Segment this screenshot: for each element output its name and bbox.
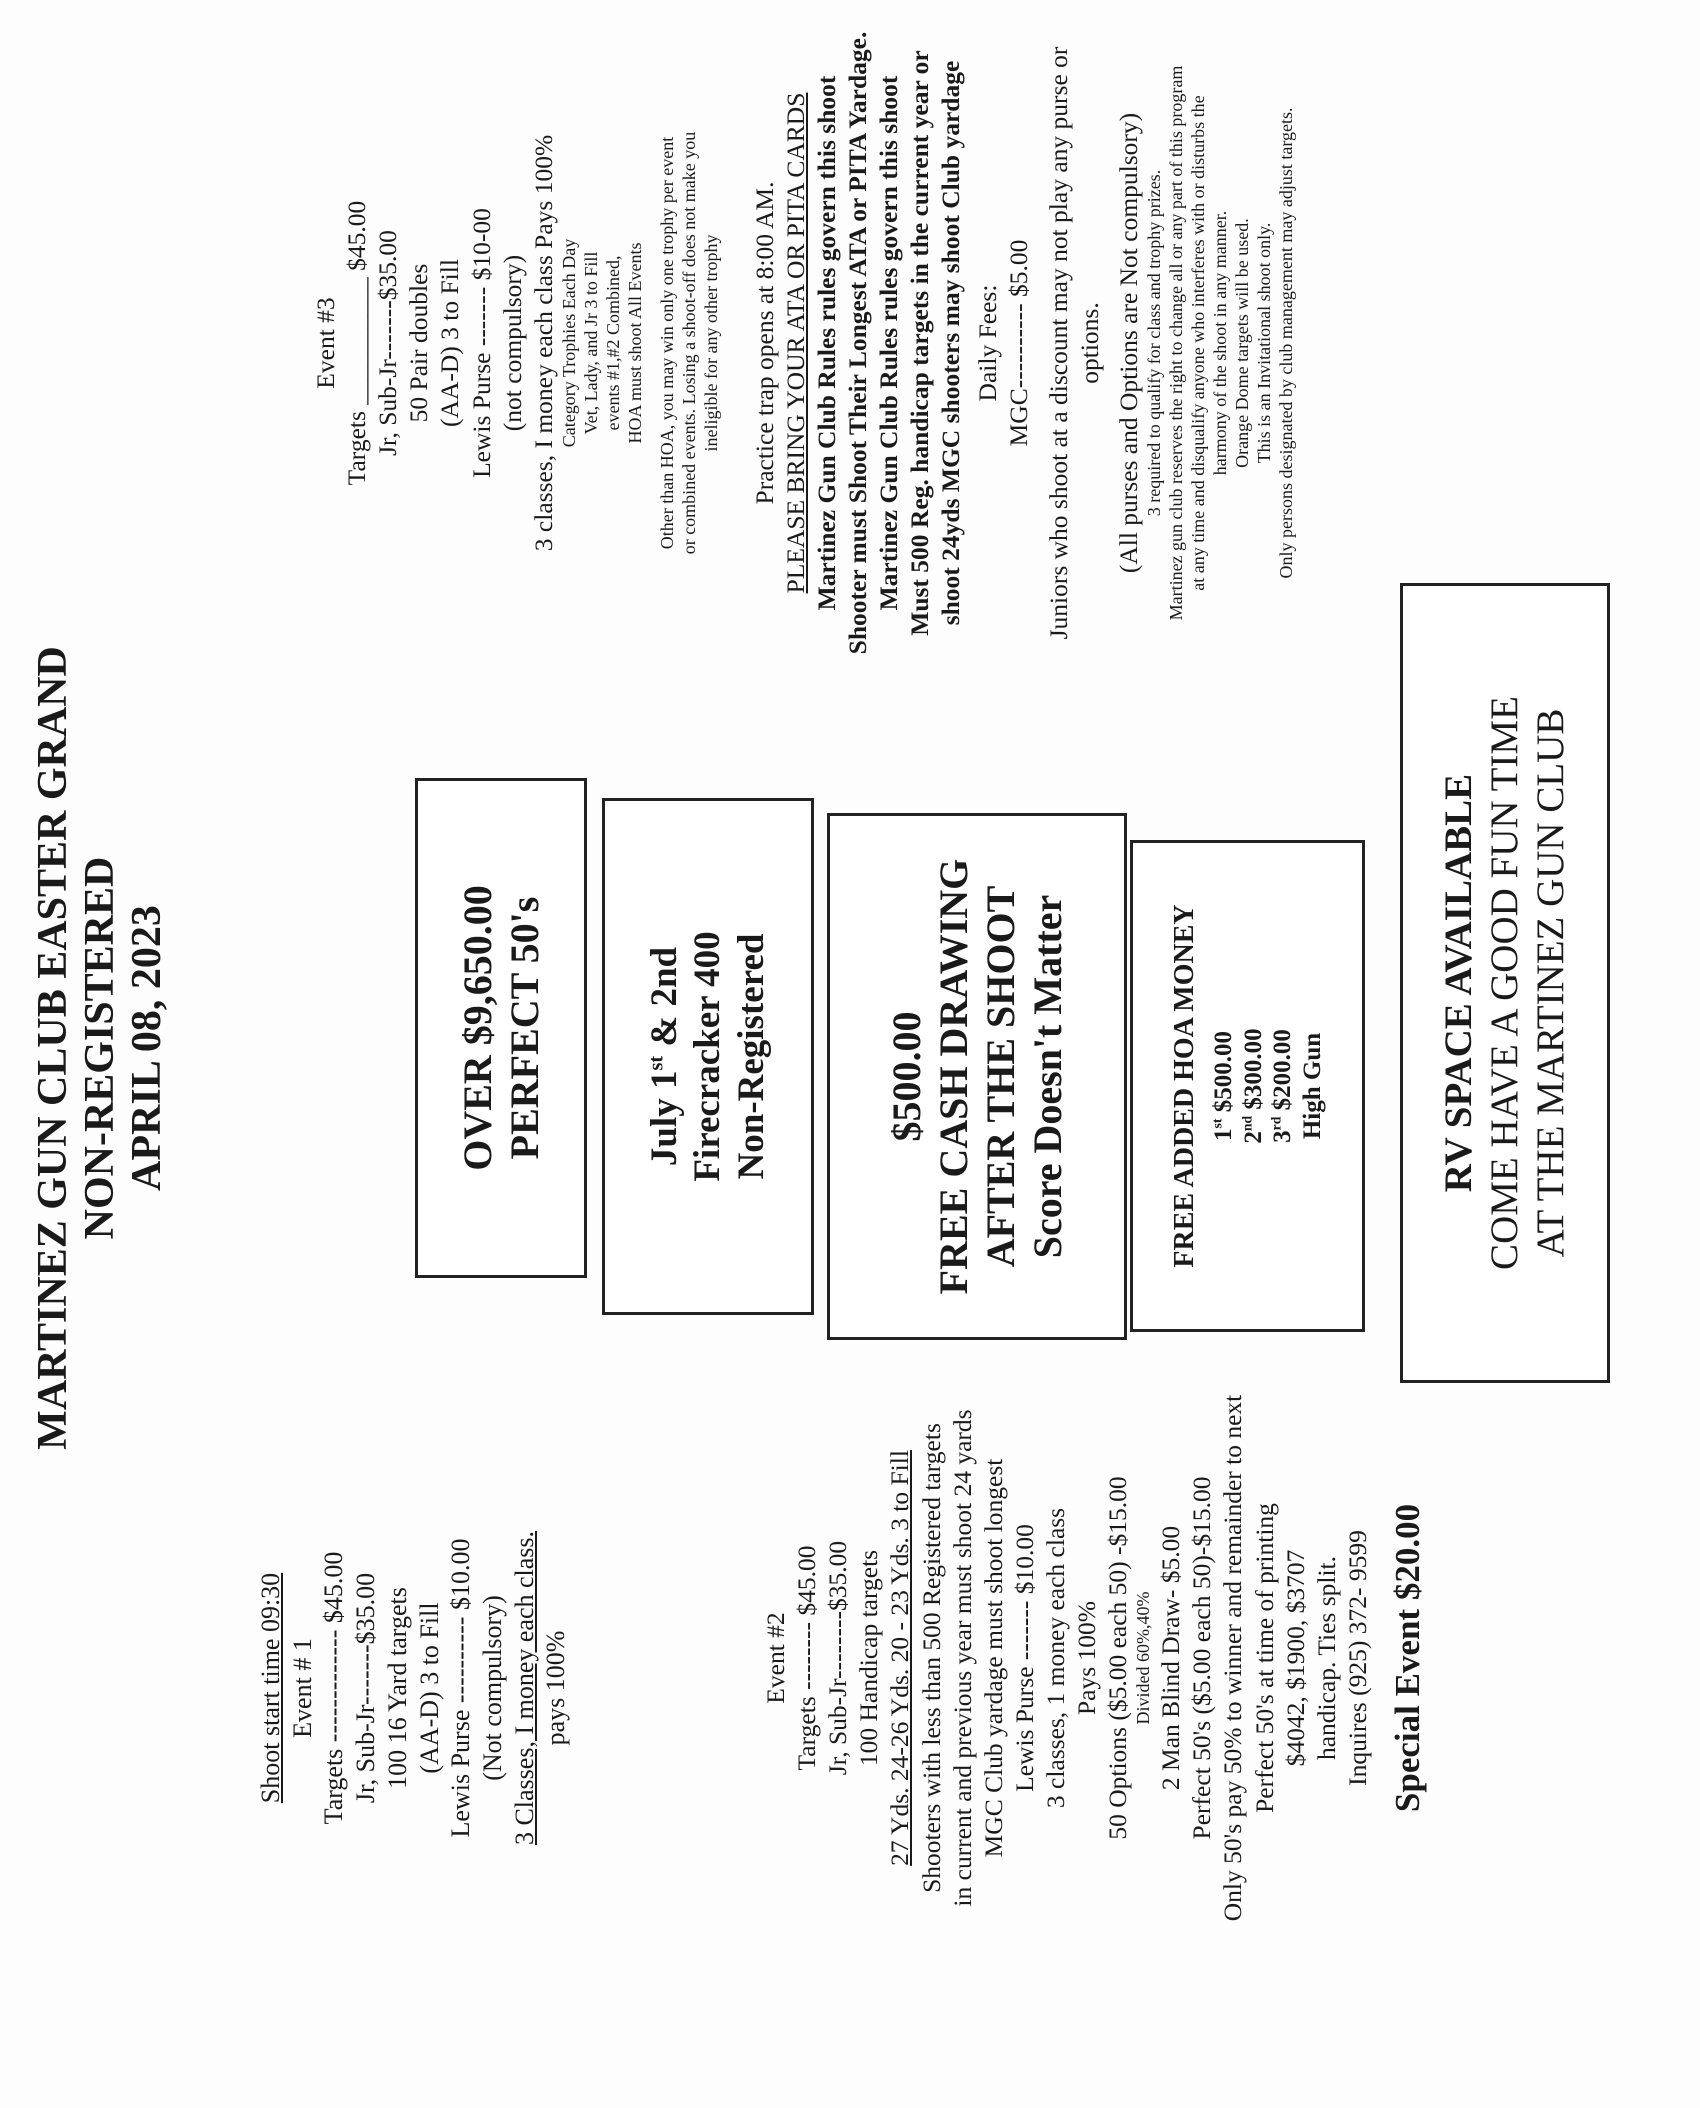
event-3-line: Jr, Sub-Jr-------$35.00 xyxy=(373,230,403,456)
hoa-prize xyxy=(1268,1029,1298,1143)
hoa-prize: High Gun xyxy=(1298,1032,1326,1140)
trophy-line: Vet, Lady, and Jr 3 to Fill xyxy=(580,251,601,435)
bring-cards: PLEASE BRING YOUR ATA OR PITA CARDS xyxy=(780,92,810,594)
event-2-line: Perfect 50's at time of printing xyxy=(1249,1503,1279,1813)
box-line: COME HAVE A GOOD FUN TIME xyxy=(1482,696,1526,1270)
box-text: $200.00 xyxy=(1269,1029,1297,1117)
trophy-note: or combined events. Losing a shoot-off does not make you xyxy=(678,131,699,555)
event-2-line: Pays 100% xyxy=(1072,1600,1102,1716)
event-2-line: Targets -------- $45.00 xyxy=(792,1545,822,1771)
flyer-title xyxy=(30,478,171,1618)
event-2-line: 50 Options ($5.00 each 50) -$15.00 xyxy=(1103,1476,1133,1840)
event-2-line: MGC Club yardage must shoot longest xyxy=(978,1458,1008,1858)
event-2-line: Inquires (925) 372- 9599 xyxy=(1342,1530,1372,1786)
box-text: & 2nd xyxy=(643,946,685,1056)
rules-line: shoot 24yds MGC shooters may shoot Club yardage xyxy=(936,60,966,626)
event-1-line: Targets ------------- $45.00 xyxy=(319,1551,349,1825)
box-line: FREE CASH DRAWING xyxy=(930,858,976,1295)
event-2-section xyxy=(760,1278,1430,2038)
event-1-section xyxy=(255,1428,572,1948)
event-2-line: Shooters with less than 500 Registered targets xyxy=(916,1423,946,1893)
title-line-3: APRIL 08, 2023 xyxy=(124,905,171,1191)
rules-line: Shooter must Shoot Their Longest ATA or PITA Yardage. xyxy=(842,31,872,655)
event-1-line: 100 16 Yard targets xyxy=(382,1587,412,1789)
cash-drawing-box xyxy=(827,813,1127,1340)
event-3-heading: Event #3 xyxy=(311,297,340,389)
juniors-note: options. xyxy=(1074,302,1104,384)
trophy-line: HOA must shoot All Events xyxy=(624,242,645,444)
box-line: OVER $9,650.00 xyxy=(454,885,500,1171)
title-line-1: MARTINEZ GUN CLUB EASTER GRAND xyxy=(30,646,76,1450)
box-line: Firecracker 400 xyxy=(687,931,729,1182)
event-3-line: (not compulsory) xyxy=(497,254,527,432)
event-2-line: 100 Handicap targets xyxy=(854,1549,884,1767)
box-line: AFTER THE SHOOT xyxy=(978,885,1023,1268)
event-3-line: Targets __________ $45.00 xyxy=(342,200,372,486)
practice-trap: Practice trap opens at 8:00 AM. xyxy=(749,181,779,505)
event-3-line: Lewis Purse ------- $10-00 xyxy=(466,208,496,478)
rules-line: Martinez Gun Club Rules rules govern this shoot xyxy=(811,75,841,611)
box-line: AT THE MARTINEZ GUN CLUB xyxy=(1529,708,1572,1258)
event-1-line: (AA-D) 3 to Fill xyxy=(414,1602,444,1774)
box-text: $300.00 xyxy=(1239,1028,1267,1116)
hoa-prize xyxy=(1239,1028,1269,1143)
hoa-prize xyxy=(1209,1031,1239,1141)
fine-print: 3 required to qualify for class and trophy prizes. xyxy=(1143,169,1164,517)
box-line: RV SPACE AVAILABLE xyxy=(1436,773,1480,1193)
event-3-line: 50 Pair doubles xyxy=(404,263,434,423)
event-2-line: Lewis Purse ------- $10.00 xyxy=(1009,1524,1039,1792)
box-line: $500.00 xyxy=(883,1011,929,1142)
trophy-line: events #1,#2 Combined, xyxy=(602,255,623,431)
fine-print: This is an Invitational shoot only. xyxy=(1253,222,1274,464)
event-2-line: handicap. Ties split. xyxy=(1311,1556,1341,1761)
rv-space-box xyxy=(1400,583,1610,1383)
event-2-heading: Event #2 xyxy=(761,1612,790,1704)
hoa-money-box xyxy=(1130,840,1365,1332)
event-2-line: Jr, Sub-Jr--------$35.00 xyxy=(823,1540,853,1776)
trophy-line: Category Trophies Each Day xyxy=(558,238,579,448)
event-2-line: in current and previous year must shoot 24 yards xyxy=(947,1409,977,1907)
event-1-classes: 3 Classes, I money each class. xyxy=(509,1530,539,1846)
trophy-note: Other than HOA, you may win only one trophy per event xyxy=(656,136,677,550)
event-2-line: $4042, $1900, $3707 xyxy=(1280,1549,1310,1767)
event-3-line: (AA-D) 3 to Fill xyxy=(435,259,465,427)
event-2-divided: Divided 60%,40% xyxy=(1133,1591,1154,1725)
box-text: 2 xyxy=(1239,1131,1267,1144)
fine-print: Martinez gun club reserves the right to change all or any part of this program xyxy=(1165,65,1186,621)
box-line: PERFECT 50's xyxy=(502,896,547,1160)
event-3-line: 3 classes, I money each class Pays 100% xyxy=(528,134,558,552)
box-sup: rd xyxy=(1268,1116,1284,1131)
event-2-yardage: 27 Yds. 24-26 Yds. 20 - 23 Yds. 3 to Fill xyxy=(885,1450,915,1866)
event-2-line: 3 classes, 1 money each class xyxy=(1040,1507,1070,1809)
event-2-line: Perfect 50's ($5.00 each 50)-$15.00 xyxy=(1187,1476,1217,1840)
box-line xyxy=(643,947,687,1166)
event-1-line: (Not compulsory) xyxy=(478,1595,508,1781)
title-line-2: NON-REGISTERED xyxy=(77,856,124,1240)
fine-print: at any time and disqualify anyone who interferes with or disturbs the xyxy=(1187,95,1208,591)
firecracker-400-box xyxy=(602,798,814,1315)
juniors-note: Juniors who shoot at a discount may not play any purse or xyxy=(1043,46,1073,640)
purses-note: (All purses and Options are Not compulsory) xyxy=(1113,112,1143,574)
fine-print: Only persons designated by club management may adjust targets. xyxy=(1275,107,1296,579)
perfect-50s-box xyxy=(415,778,587,1278)
box-line: Score Doesn't Matter xyxy=(1025,894,1071,1259)
special-event-price: Special Event $20.00 xyxy=(1388,1503,1428,1813)
event-2-line: 2 Man Blind Draw- $5.00 xyxy=(1156,1525,1186,1791)
trophy-note: ineligible for any other trophy xyxy=(700,234,721,452)
box-text: $500.00 xyxy=(1210,1031,1238,1119)
event-1-line: Jr, Sub-Jr-------$35.00 xyxy=(351,1572,381,1804)
box-text: 1 xyxy=(1210,1128,1238,1141)
box-line: Non-Registered xyxy=(730,933,772,1180)
box-sup: nd xyxy=(1239,1115,1255,1132)
box-text: July 1 xyxy=(643,1070,685,1167)
daily-fees: MGC---------- $5.00 xyxy=(1004,239,1034,447)
event-2-line: Only 50's pay 50% to winner and remainder to next xyxy=(1218,1394,1248,1922)
event-1-line: Lewis Purse ---------- $10.00 xyxy=(446,1538,476,1838)
daily-fees-label: Daily Fees: xyxy=(973,284,1003,402)
rules-line: Must 500 Reg. handicap targets in the current year or xyxy=(905,50,935,636)
hoa-heading: FREE ADDED HOA MONEY xyxy=(1168,904,1200,1268)
box-sup: st xyxy=(1209,1118,1225,1129)
fine-print: harmony of the shoot in any manner. xyxy=(1209,210,1230,476)
rules-line: Martinez Gun Club Rules rules govern this shoot xyxy=(873,75,903,611)
fine-print: Orange Dome targets will be used. xyxy=(1231,218,1252,468)
event-3-section xyxy=(310,0,1298,853)
shoot-start-time: Shoot start time 09:30 xyxy=(256,1572,285,1804)
event-1-heading: Event # 1 xyxy=(287,1638,317,1738)
event-1-pays: pays 100% xyxy=(541,1630,571,1746)
box-sup: st xyxy=(645,1055,668,1071)
box-text: 3 xyxy=(1269,1130,1297,1143)
